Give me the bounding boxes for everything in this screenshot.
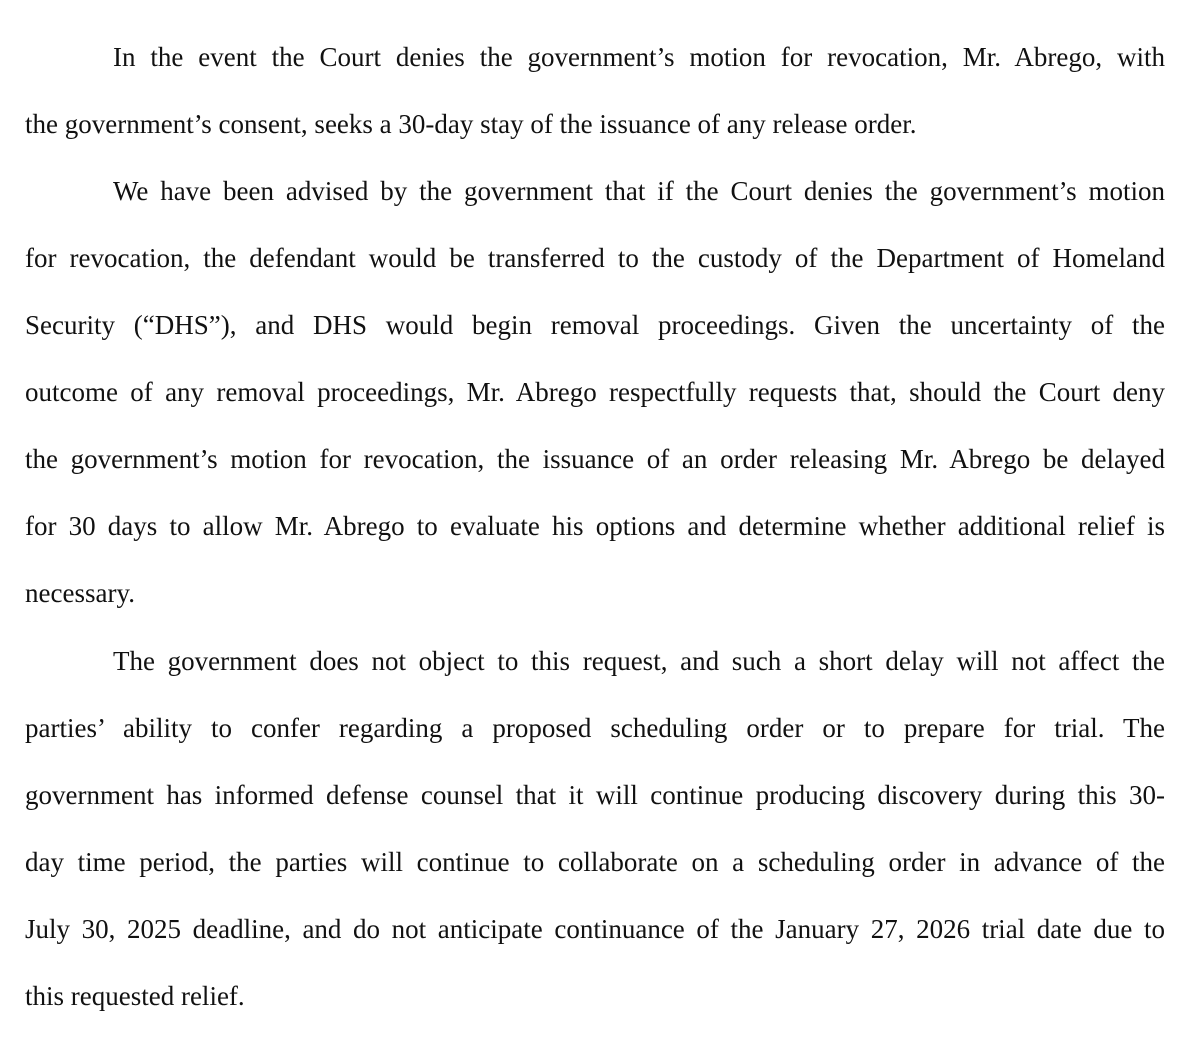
text-line: the government’s motion for revocation, the issuance of an order releasing Mr. Abrego be delayed <box>25 444 1165 474</box>
text-line: government has informed defense counsel that it will continue producing discovery during this 30- <box>25 780 1165 810</box>
text-line: for revocation, the defendant would be transferred to the custody of the Department of Homeland <box>25 243 1165 273</box>
text-line: day time period, the parties will continue to collaborate on a scheduling order in advance of the <box>25 847 1165 877</box>
text-line: Security (“DHS”), and DHS would begin removal proceedings. Given the uncertainty of the <box>25 310 1165 340</box>
text-line: July 30, 2025 deadline, and do not anticipate continuance of the January 27, 2026 trial date due to <box>25 914 1165 944</box>
text-line: parties’ ability to confer regarding a proposed scheduling order or to prepare for trial. The <box>25 713 1165 743</box>
document-page <box>25 0 1165 1057</box>
text-line: necessary. <box>25 578 135 608</box>
text-line: for 30 days to allow Mr. Abrego to evaluate his options and determine whether additional relief is <box>25 511 1165 541</box>
text-line: We have been advised by the government that if the Court denies the government’s motion <box>113 176 1165 206</box>
text-line: this requested relief. <box>25 981 245 1011</box>
text-line: The government does not object to this request, and such a short delay will not affect the <box>113 646 1165 676</box>
text-line: outcome of any removal proceedings, Mr. Abrego respectfully requests that, should the Court deny <box>25 377 1165 407</box>
text-line: the government’s consent, seeks a 30-day stay of the issuance of any release order. <box>25 109 917 139</box>
text-line: In the event the Court denies the government’s motion for revocation, Mr. Abrego, with <box>113 42 1165 72</box>
